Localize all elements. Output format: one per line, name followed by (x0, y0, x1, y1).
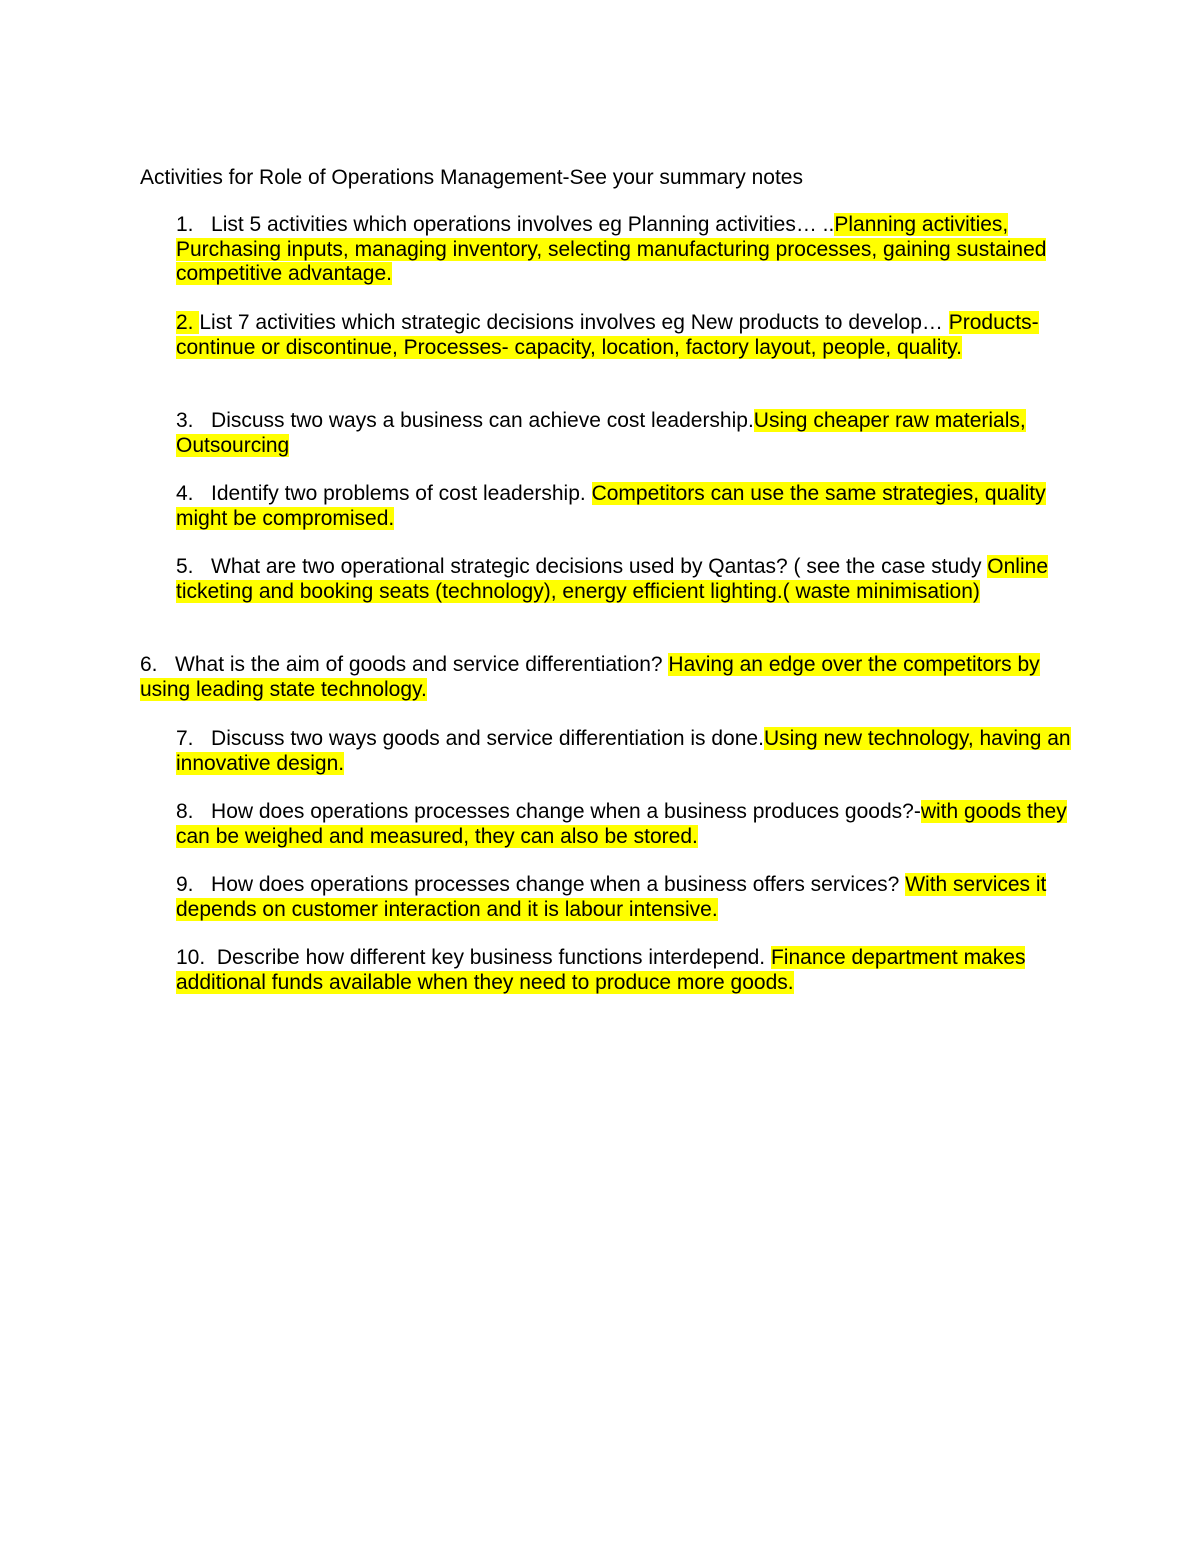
list-item (140, 653, 1076, 702)
highlighted-answer: Products-continue or discontinue, Processes- capacity, location, factory layout, people, quality. (176, 311, 1039, 359)
item-question: List 5 activities which operations involves eg Planning activities… .. (211, 213, 835, 236)
list-item (176, 409, 1076, 458)
highlighted-answer: Using new technology, having an innovative design. (176, 727, 1071, 775)
item-number: 9. (176, 873, 212, 896)
list-item (176, 213, 1076, 287)
highlighted-answer: With services it depends on customer interaction and it is labour intensive. (176, 873, 1047, 921)
item-number: 7. (176, 727, 212, 750)
highlighted-answer: Online ticketing and booking seats (technology), energy efficient lighting.( waste minimisation) (176, 555, 1048, 603)
highlighted-answer: Having an edge over the competitors by using leading state technology. (140, 653, 1040, 701)
list-item (176, 555, 1076, 604)
item-question: List 7 activities which strategic decisions involves eg New products to develop… (199, 311, 949, 334)
item-question: How does operations processes change when a business produces goods?- (211, 800, 921, 823)
highlighted-answer: Using cheaper raw materials, Outsourcing (176, 409, 1026, 457)
item-question: What is the aim of goods and service differentiation? (175, 653, 669, 676)
item-number: 3. (176, 409, 212, 432)
list-item (176, 311, 1076, 360)
item-number: 2. (176, 311, 200, 334)
item-number: 8. (176, 800, 212, 823)
item-question: How does operations processes change when a business offers services? (211, 873, 906, 896)
list-item (176, 727, 1076, 776)
list-item (176, 482, 1076, 531)
highlighted-answer: Competitors can use the same strategies, quality might be compromised. (176, 482, 1046, 530)
highlighted-answer: Finance department makes additional funds available when they need to produce more goods. (176, 946, 1026, 994)
item-question: What are two operational strategic decisions used by Qantas? ( see the case study (211, 555, 988, 578)
item-question: Identify two problems of cost leadership. (211, 482, 592, 505)
highlighted-answer: Planning activities, Purchasing inputs, managing inventory, selecting manufacturing processes, gaining sustained competitive advantage. (176, 213, 1047, 286)
item-question: Describe how different key business functions interdepend. (216, 946, 771, 969)
list-item (176, 873, 1076, 922)
document-title: Activities for Role of Operations Management-See your summary notes (140, 166, 803, 189)
item-number: 10. (176, 946, 217, 969)
list-item (176, 946, 1076, 995)
item-question: Discuss two ways a business can achieve cost leadership. (211, 409, 754, 432)
list-item (176, 800, 1076, 849)
item-number: 1. (176, 213, 212, 236)
item-number: 6. (140, 653, 176, 676)
highlighted-answer: with goods they can be weighed and measured, they can also be stored. (176, 800, 1067, 848)
item-number: 5. (176, 555, 212, 578)
item-question: Discuss two ways goods and service differentiation is done. (211, 727, 764, 750)
item-number: 4. (176, 482, 212, 505)
